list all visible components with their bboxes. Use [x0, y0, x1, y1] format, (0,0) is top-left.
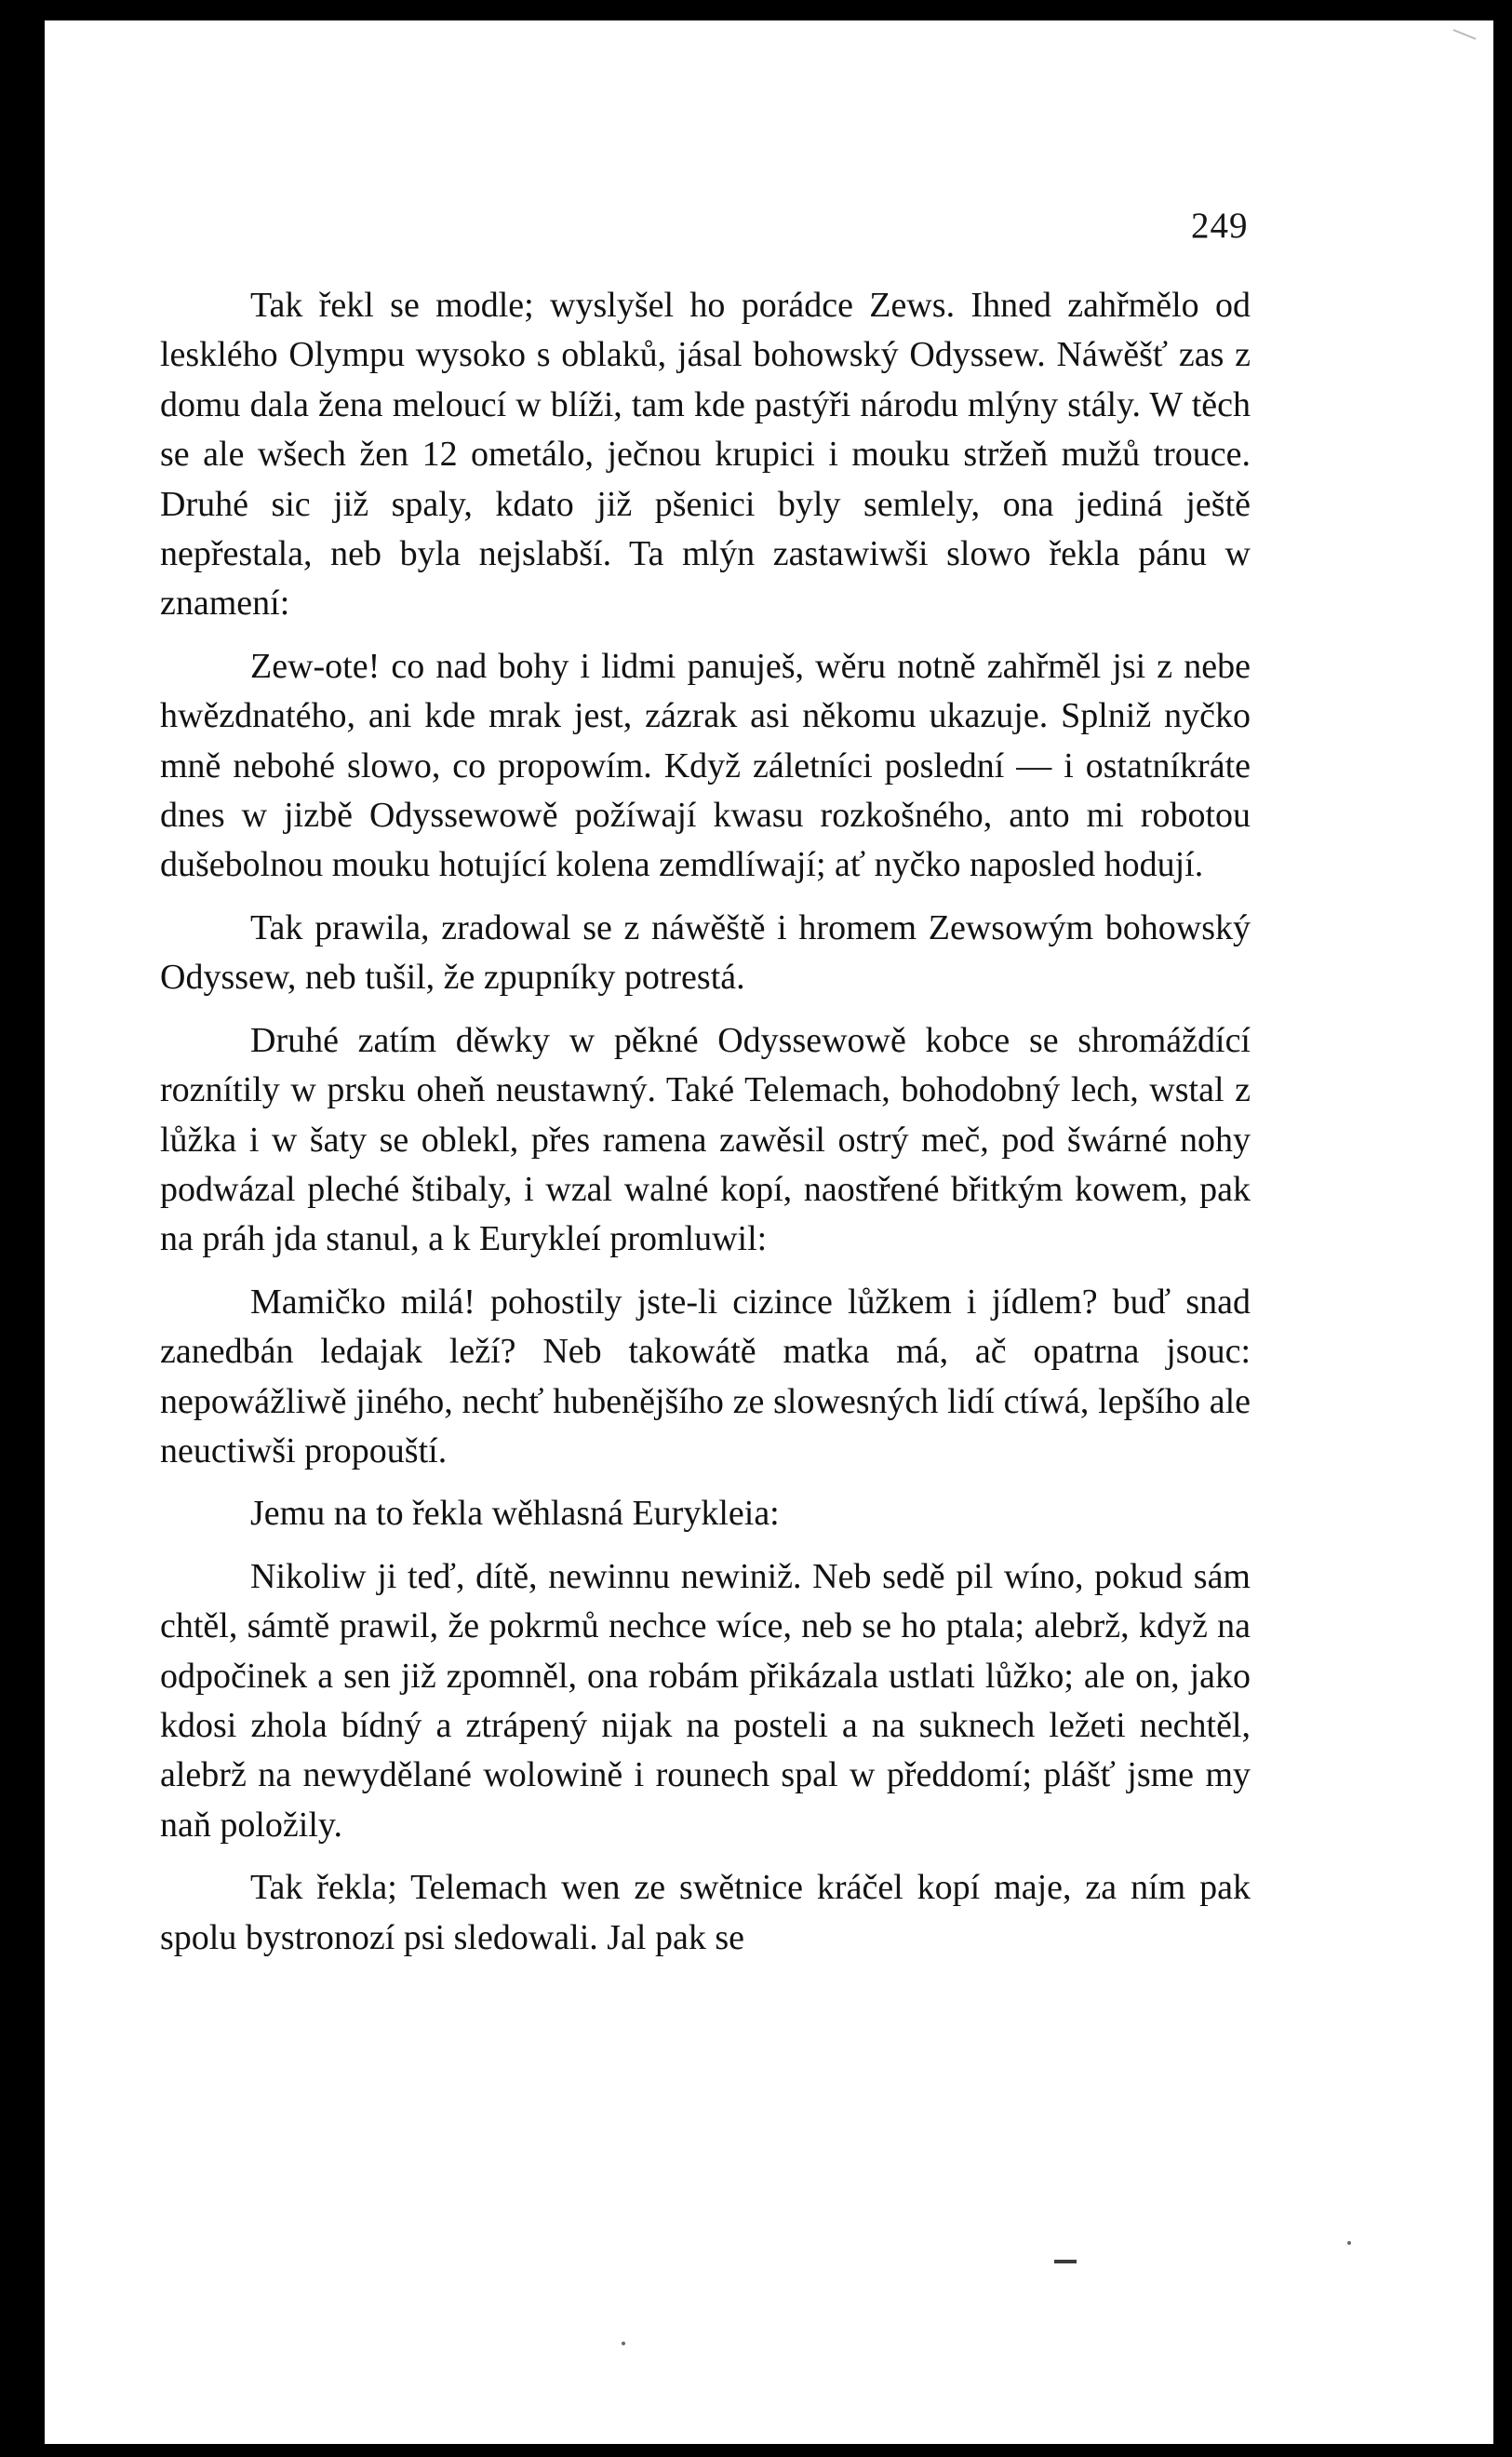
paragraph: Druhé zatím děwky w pěkné Odyssewowě kobce se shromáždící roznítily w prsku oheň neustawný. Také Telemach, bohodobný lech, wstal z lůžka i w šaty se oblekl, přes ramena zawěsil ostrý meč, pod šwárné nohy podwázal pleché štibaly, i wzal walné kopí, naostřené břitkým kowem, pak na práh jda stanul, a k Eurykleí promluwil: [160, 1020, 1251, 1259]
page-text [160, 281, 1251, 1963]
paragraph: Mamičko milá! pohostily jste-li cizince lůžkem i jídlem? buď snad zanedbán ledajak leží? Neb takowátě matka má, ač opatrna jsouc: nepowážliwě jiného, nechť hubenějšího ze slowesných lidí ctíwá, lepšího ale neuctiwši propouští. [160, 1282, 1251, 1470]
stray-ink-dot [1347, 2241, 1351, 2245]
paragraph: Tak řekl se modle; wyslyšel ho porádce Zews. Ihned zahřmělo od lesklého Olympu wysoko s oblaků, jásal bohowský Odyssew. Náwěšť zas z domu dala žena meloucí w blíži, tam kde pastýři národu mlýny stály. W těch se ale wšech žen 12 ometálo, ječnou krupici i mouku stržeň mužů trouce. Druhé sic již spaly, kdato již pšenici byly semlely, ona jediná ještě nepřestala, neb byla nejslabší. Ta mlýn zastawiwši slowo řekla pánu w znamení: [160, 286, 1251, 624]
paragraph: Tak řekla; Telemach wen ze swětnice kráčel kopí maje, za ním pak spolu bystronozí psi sledowali. Jal pak se [160, 1868, 1251, 1957]
stray-ink-dash [1054, 2260, 1077, 2263]
corner-scan-mark [1453, 29, 1477, 40]
paragraph: Jemu na to řekla wěhlasná Eurykleia: [250, 1494, 780, 1534]
paragraph: Tak prawila, zradowal se z náwěště i hromem Zewsowým bohowský Odyssew, neb tušil, že zpupníky potrestá. [160, 907, 1251, 998]
paragraph: Zew-ote! co nad bohy i lidmi panuješ, wěru notně zahřměl jsi z nebe hwězdnatého, ani kde mrak jest, zázrak asi někomu ukazuje. Splniž nyčko mně nebohé slowo, co propowím. Když záletníci poslední — i ostatníkráte dnes w jizbě Odyssewowě požíwají kwasu rozkošného, anto mi robotou dušebolnou mouku hotující kolena zemdlíwají; ať nyčko naposled hodují. [160, 646, 1251, 885]
paragraph: Nikoliw ji teď, dítě, newinnu newiniž. Neb sedě pil wíno, pokud sám chtěl, sámtě prawil, že pokrmů nechce wíce, neb se ho ptala; alebrž, když na odpočinek a sen již zpomněl, ona robám přikázala ustlati lůžko; ale on, jako kdosi zhola bídný a ztrápený nijak na posteli a na suknech ležeti nechtěl, alebrž na newydělané wolowině i rounech spal w předdomí; plášť jsme my naň položily. [160, 1556, 1251, 1845]
book-page [45, 20, 1493, 2444]
stray-ink-dot [622, 2342, 625, 2345]
page-number: 249 [1191, 206, 1249, 246]
